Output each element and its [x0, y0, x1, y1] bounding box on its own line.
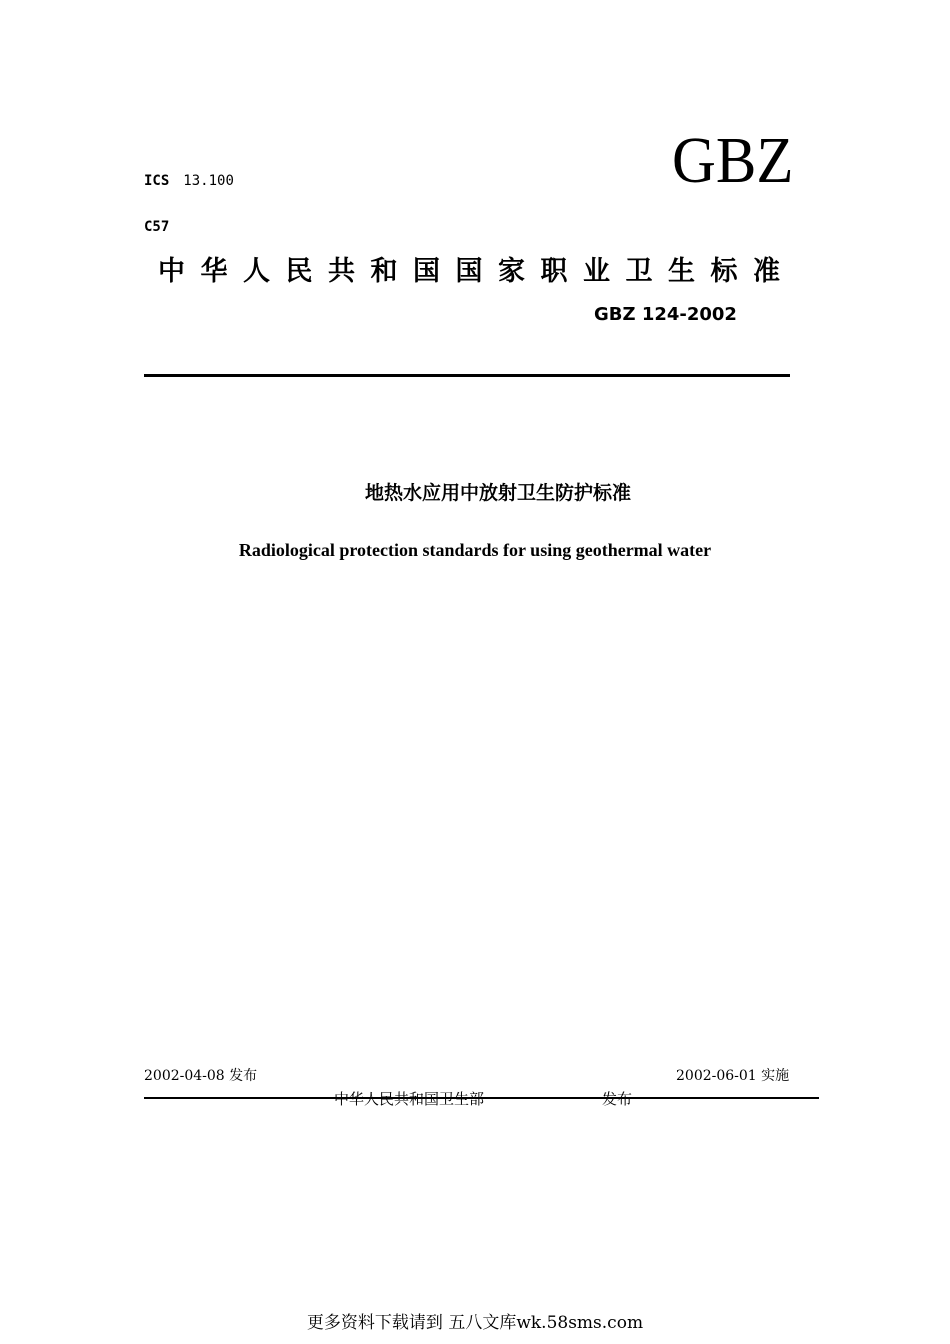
issue-date: 2002-04-08 发布 — [144, 1068, 258, 1084]
ics-number: 13.100 — [183, 173, 234, 189]
standard-number: GBZ 124-2002 — [594, 304, 737, 325]
header-divider — [144, 374, 790, 377]
chinese-title: 地热水应用中放射卫生防护标准 — [364, 482, 631, 504]
national-standard-title: 中华人民共和国国家职业卫生标准 — [158, 256, 796, 287]
issued-label: 发布 — [602, 1090, 633, 1108]
ics-label: ICS — [144, 173, 170, 189]
implementation-date: 2002-06-01 实施 — [676, 1068, 790, 1084]
issuing-authority: 中华人民共和国卫生部 — [334, 1090, 485, 1108]
english-title: Radiological protection standards for using geothermal water — [238, 540, 712, 560]
ics-classification — [144, 173, 234, 189]
ccs-code: C57 — [144, 219, 170, 235]
gbz-logo: GBZ — [672, 124, 794, 197]
download-footer: 更多资料下载请到 五八文库wk.58sms.com — [306, 1313, 644, 1333]
